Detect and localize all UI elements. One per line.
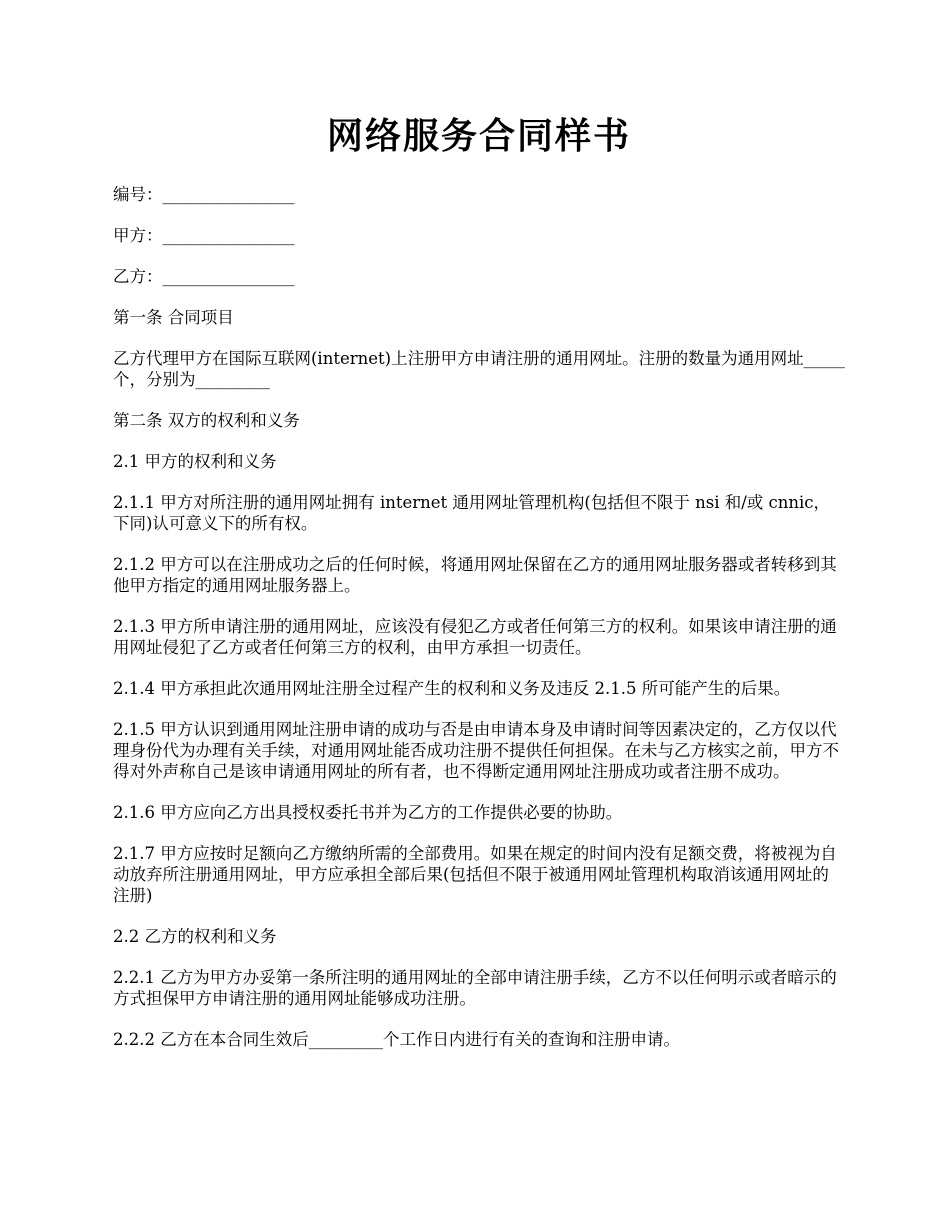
clause-2-1-6: 2.1.6 甲方应向乙方出具授权委托书并为乙方的工作提供必要的协助。 [113, 803, 623, 822]
document-title: 网络服务合同样书 [326, 115, 631, 157]
article-1-heading: 第一条 合同项目 [113, 308, 234, 327]
article-2-heading: 第二条 双方的权利和义务 [113, 411, 300, 430]
clause-2-1-4: 2.1.4 甲方承担此次通用网址注册全过程产生的权利和义务及违反 2.1.5 所可能产生的后果。 [113, 679, 791, 698]
clause-2-1-1: 2.1.1 甲方对所注册的通用网址拥有 internet 通用网址管理机构(包括但不限于 nsi 和/或 cnnic，下同)认可意义下的所有权。 [113, 493, 831, 533]
clause-2-2-2: 2.2.2 乙方在本合同生效后_________个工作日内进行有关的查询和注册申请。 [113, 1030, 680, 1049]
article-1-body: 乙方代理甲方在国际互联网(internet)上注册甲方申请注册的通用网址。注册的数量为通用网址_____个，分别为_________ [113, 349, 845, 389]
document-page [113, 110, 845, 1070]
clause-2-1-2: 2.1.2 甲方可以在注册成功之后的任何时候，将通用网址保留在乙方的通用网址服务器或者转移到其他甲方指定的通用网址服务器上。 [113, 555, 837, 595]
section-2-2-heading: 2.2 乙方的权利和义务 [113, 927, 277, 946]
clause-2-1-7: 2.1.7 甲方应按时足额向乙方缴纳所需的全部费用。如果在规定的时间内没有足额交费，将被视为自动放弃所注册通用网址，甲方应承担全部后果(包括但不限于被通用网址管理机构取消该通用网址的注册) [113, 844, 837, 905]
party-a-field: 甲方：________________ [113, 226, 295, 245]
section-2-1-heading: 2.1 甲方的权利和义务 [113, 452, 277, 471]
clause-2-2-1: 2.2.1 乙方为甲方办妥第一条所注明的通用网址的全部申请注册手续，乙方不以任何明示或者暗示的方式担保甲方申请注册的通用网址能够成功注册。 [113, 968, 837, 1008]
contract-number-field: 编号：________________ [113, 185, 295, 204]
clause-2-1-3: 2.1.3 甲方所申请注册的通用网址，应该没有侵犯乙方或者任何第三方的权利。如果该申请注册的通用网址侵犯了乙方或者任何第三方的权利，由甲方承担一切责任。 [113, 617, 837, 657]
party-b-field: 乙方：________________ [113, 267, 295, 286]
clause-2-1-5: 2.1.5 甲方认识到通用网址注册申请的成功与否是由申请本身及申请时间等因素决定的，乙方仅以代理身份代为办理有关手续，对通用网址能否成功注册不提供任何担保。在未与乙方核实之前，甲方不得对外声称自己是该申请通用网址的所有者，也不得断定通用网址注册成功或者注册不成功。 [113, 720, 839, 781]
